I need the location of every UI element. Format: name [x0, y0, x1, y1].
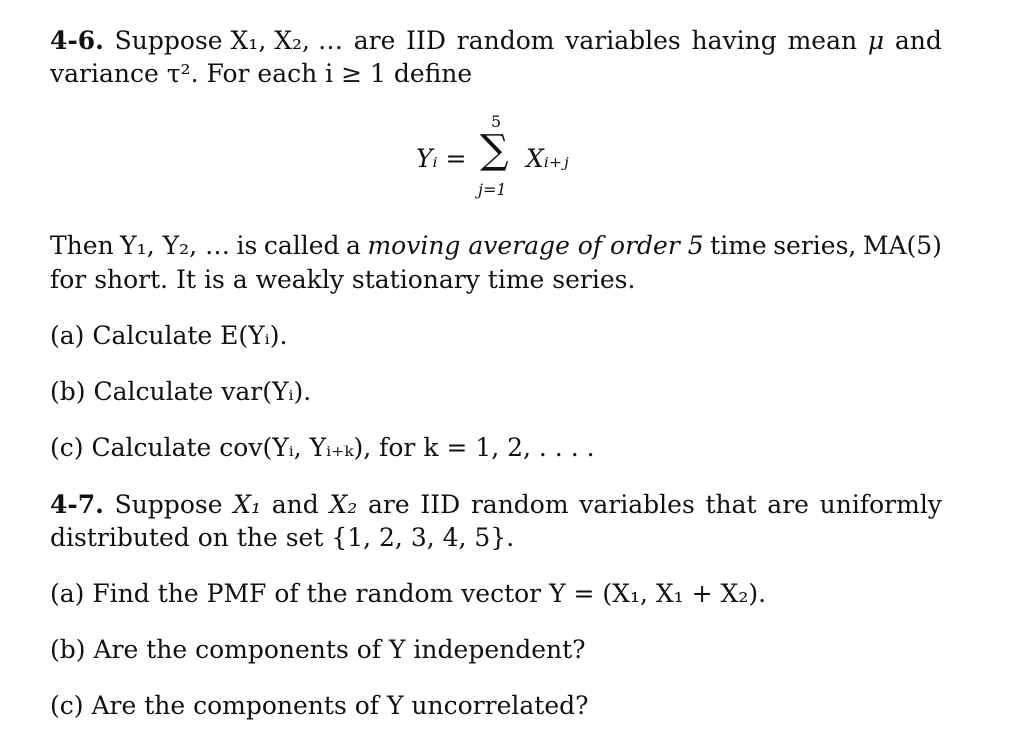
word: is: [236, 231, 258, 260]
word: Then: [50, 231, 114, 260]
word: are: [767, 490, 809, 519]
sum-upper-limit: 5: [491, 112, 502, 131]
problem-4-7-part-b: (b) Are the components of Y independent?: [50, 635, 586, 664]
problem-4-7-line-2: distributed on the set {1, 2, 3, 4, 5}.: [50, 523, 515, 552]
word: Suppose: [114, 490, 223, 519]
word: random: [470, 490, 569, 519]
word: uniformly: [819, 490, 942, 519]
emphasized-term: moving average of order 5: [367, 231, 704, 260]
word: μ: [867, 26, 885, 55]
word: Suppose X₁, X₂, …: [114, 26, 343, 55]
problem-number: 4-7.: [50, 490, 104, 519]
word: having: [691, 26, 777, 55]
moving-average-equation: [390, 112, 630, 212]
word: Y₁, Y₂, …: [120, 231, 231, 260]
problem-4-7-part-a: (a) Find the PMF of the random vector Y = (X₁, X₁ + X₂).: [50, 579, 767, 608]
word: and: [894, 26, 942, 55]
word: that: [705, 490, 757, 519]
sum-lower-limit: j=1: [478, 180, 507, 199]
word: IID: [420, 490, 461, 519]
equation-rhs: Xᵢ₊ⱼ: [526, 144, 569, 173]
problem-number: 4-6.: [50, 26, 104, 55]
summation-symbol: ∑: [480, 127, 509, 173]
word: IID: [406, 26, 446, 55]
word: called: [263, 231, 340, 260]
problem-4-6-para-line-1: [50, 229, 942, 263]
word: variables: [579, 490, 695, 519]
equation-lhs: Yᵢ =: [416, 144, 467, 173]
word: X₂: [329, 490, 358, 519]
word: series,: [773, 231, 857, 260]
word: time: [710, 231, 767, 260]
problem-4-6-line-1: [50, 24, 942, 58]
problem-4-6-part-b: (b) Calculate var(Yᵢ).: [50, 377, 312, 406]
word: X₁: [233, 490, 262, 519]
word: and: [271, 490, 319, 519]
problem-4-6-line-2: variance τ². For each i ≥ 1 define: [50, 59, 473, 88]
word: random: [456, 26, 555, 55]
word: a: [346, 231, 361, 260]
problem-4-6-para-line-2: for short. It is a weakly stationary time series.: [50, 265, 636, 294]
problem-4-6-part-a: (a) Calculate E(Yᵢ).: [50, 321, 288, 350]
word: variables: [565, 26, 681, 55]
word: mean: [787, 26, 858, 55]
problem-4-7-line-1: [50, 488, 942, 522]
word: MA(5): [862, 231, 942, 260]
problem-4-7-part-c: (c) Are the components of Y uncorrelated?: [50, 691, 589, 720]
word: are: [353, 26, 396, 55]
problem-4-6-part-c: (c) Calculate cov(Yᵢ, Yᵢ₊ₖ), for k = 1, 2, . . . .: [50, 433, 595, 462]
word: are: [367, 490, 410, 519]
